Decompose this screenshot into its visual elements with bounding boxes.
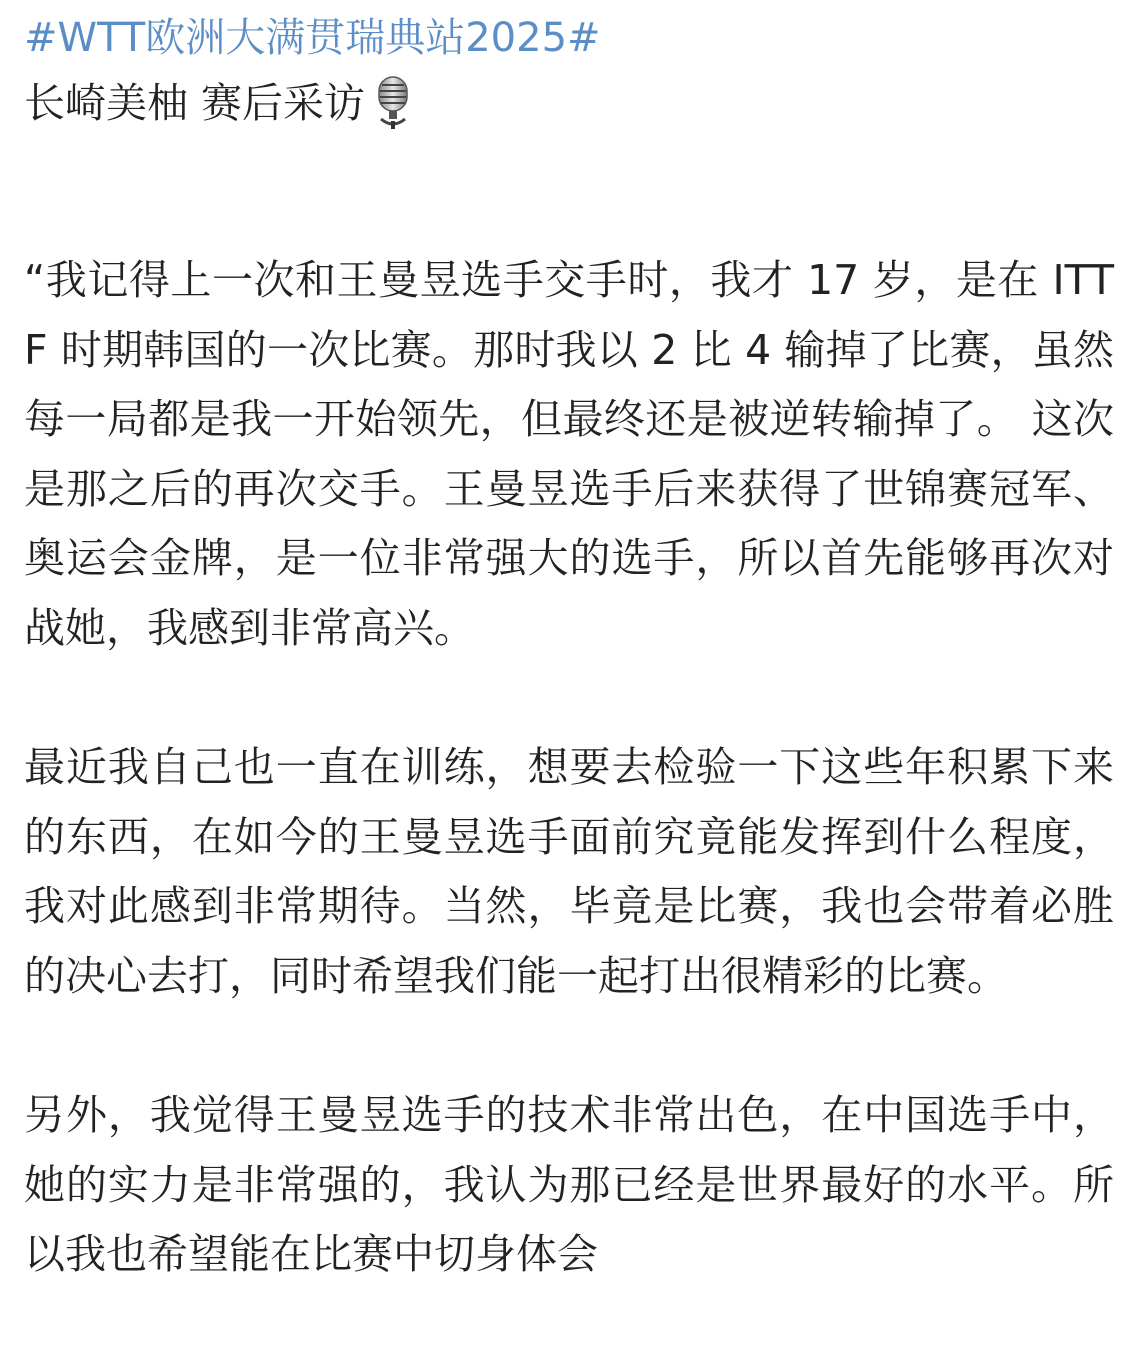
interview-paragraph-1: “我记得上一次和王曼昱选手交手时，我才 17 岁，是在 ITTF 时期韩国的一次比赛。那时我以 2 比 4 输掉了比赛，虽然每一局都是我一开始领先，但最终还是被逆转输掉了。 这次是那之后的再次交手。王曼昱选手后来获得了世锦赛冠军、奥运会金牌，是一位非常强大的选手，所以首先能够再次对战她，我感到非常高兴。	[24, 256, 1114, 652]
interview-paragraph-3: 另外，我觉得王曼昱选手的技术非常出色，在中国选手中，她的实力是非常强的，我认为那已经是世界最好的水平。所以我也希望能在比赛中切身体会	[24, 1091, 1114, 1278]
microphone-icon	[373, 75, 413, 131]
post-subtitle	[24, 70, 1114, 136]
interview-paragraph-2: 最近我自己也一直在训练，想要去检验一下这些年积累下来的东西，在如今的王曼昱选手面前究竟能发挥到什么程度，我对此感到非常期待。当然，毕竟是比赛，我也会带着必胜的决心去打，同时希望我们能一起打出很精彩的比赛。	[24, 743, 1114, 1000]
subtitle-text: 长崎美柚 赛后采访	[24, 79, 366, 127]
post-body	[24, 10, 1114, 1290]
topic-hashtag-link[interactable]: #WTT欧洲大满贯瑞典站2025#	[24, 15, 601, 61]
